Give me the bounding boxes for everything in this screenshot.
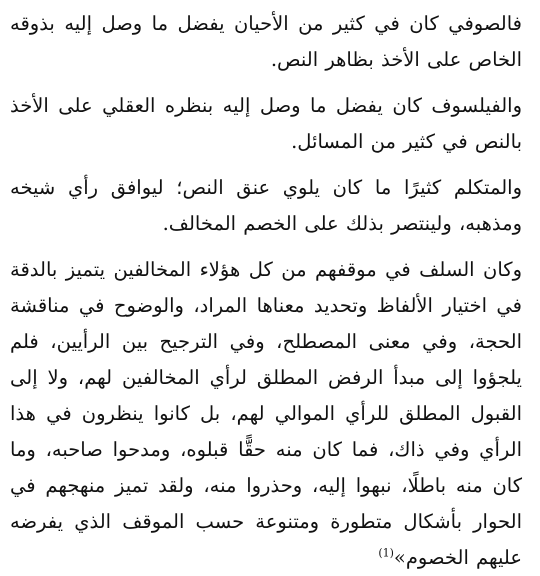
paragraph-text: وكان السلف في موقفهم من كل هؤلاء المخالفين يتميز بالدقة في اختيار الألفاظ وتحديد معناها المراد، والوضوح في مناقشة الحجة، وفي معنى المصطلح، وفي الترجيح بين الرأيين، فلم يلجؤوا إلى مبدأ الرفض المطلق لرأي المخالفين لهم، ولا إلى القبول المطلق للرأي الموالي لهم، بل كانوا ينظرون في هذا الرأي وفي ذاك، فما كان منه حقًّا قبلوه، ومدحوا صاحبه، وما كان منه باطلًا، نبهوا إليه، وحذروا منه، ولقد تميز منهجهم في الحوار بأشكال متطورة ومتنوعة حسب الموقف الذي يفرضه عليهم الخصوم»: [10, 258, 522, 569]
paragraph-sufi: [10, 6, 522, 78]
footnote-marker[interactable]: (1): [378, 546, 394, 560]
paragraph-philosopher: [10, 88, 522, 160]
paragraph-text: والفيلسوف كان يفضل ما وصل إليه بنظره العقلي على الأخذ بالنص في كثير من المسائل.: [10, 94, 522, 153]
paragraph-salaf: [10, 252, 522, 576]
paragraph-theologian: [10, 170, 522, 242]
paragraph-text: فالصوفي كان في كثير من الأحيان يفضل ما وصل إليه بذوقه الخاص على الأخذ بظاهر النص.: [10, 12, 522, 71]
paragraph-text: والمتكلم كثيرًا ما كان يلوي عنق النص؛ ليوافق رأي شيخه ومذهبه، ولينتصر بذلك على الخصم المخالف.: [10, 176, 522, 235]
